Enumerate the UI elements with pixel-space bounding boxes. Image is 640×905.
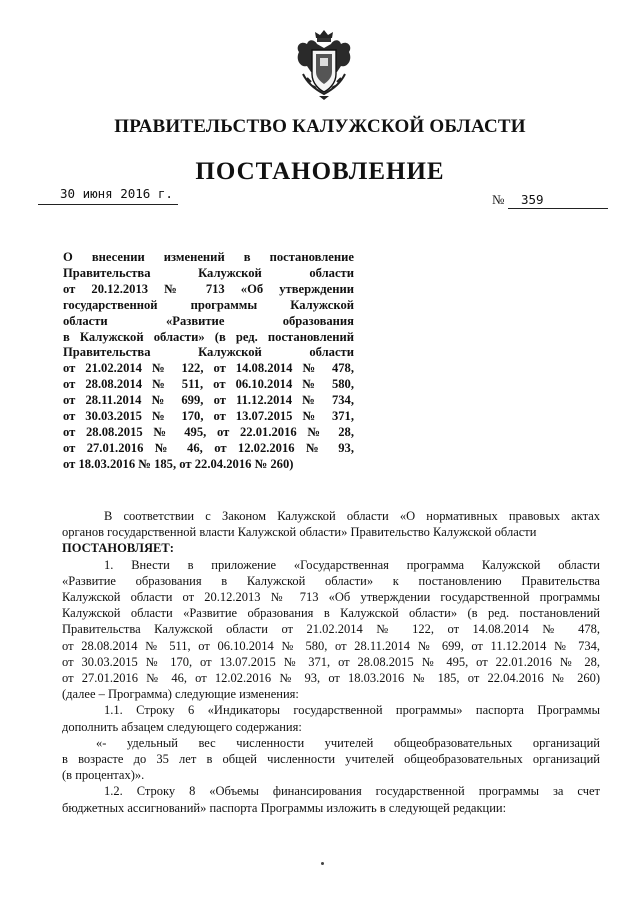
document-body bbox=[62, 508, 600, 816]
document-date: 30 июня 2016 г. bbox=[60, 186, 173, 201]
subject-line: от 27.01.2016 № 46, от 12.02.2016 № 93, bbox=[63, 440, 354, 455]
number-sign: № bbox=[492, 192, 505, 207]
resolves-heading: ПОСТАНОВЛЯЕТ: bbox=[62, 541, 174, 556]
scan-speck bbox=[321, 862, 324, 865]
quote-line: (в процентах)». bbox=[62, 768, 145, 783]
quote-line: в возрасте до 35 лет в общей численности учителей общеобразовательных организаций bbox=[62, 752, 600, 767]
intro-line: В соответствии с Законом Калужской области «О нормативных правовых актах bbox=[104, 509, 600, 523]
subject-line: от 18.03.2016 № 185, от 22.04.2016 № 260) bbox=[63, 456, 294, 471]
paragraph-1-line: от 28.08.2014 № 511, от 06.10.2014 № 580, от 28.11.2014 № 699, от 11.12.2014 № 734, bbox=[62, 638, 600, 653]
subject-line: от 28.08.2014 № 511, от 06.10.2014 № 580, bbox=[63, 377, 354, 392]
date-underline bbox=[38, 204, 178, 205]
paragraph-1-line: от 30.03.2015 № 170, от 13.07.2015 № 371, от 28.08.2015 № 495, от 22.01.2016 № 28, bbox=[62, 654, 600, 669]
paragraph-1-line: Калужской области «Развитие образования в Калужской области» (в ред. постановлений bbox=[62, 606, 600, 621]
number-underline bbox=[508, 208, 608, 209]
paragraph-1-1-line: 1.1. Строку 6 «Индикаторы государственной программы» паспорта Программы bbox=[104, 703, 600, 718]
paragraph-1-line: Калужской области от 20.12.2013 № 713 «Об утверждении государственной программы bbox=[62, 590, 600, 605]
paragraph-1-1-line: дополнить абзацем следующего содержания: bbox=[62, 719, 302, 734]
document-subject bbox=[63, 250, 354, 473]
paragraph-1-line: 1. Внести в приложение «Государственная программа Калужской области bbox=[104, 557, 600, 572]
subject-line: Правительства Калужской области bbox=[63, 265, 354, 280]
paragraph-1-line: «Развитие образования в Калужской области» к постановлению Правительства bbox=[62, 573, 600, 588]
subject-line: государственной программы Калужской bbox=[63, 297, 354, 312]
paragraph-1-line: (далее – Программа) следующие изменения: bbox=[62, 687, 299, 702]
subject-line: от 21.02.2014 № 122, от 14.08.2014 № 478, bbox=[63, 361, 354, 376]
subject-line: области «Развитие образования bbox=[63, 313, 354, 328]
paragraph-1-2-line: бюджетных ассигнований» паспорта Программы изложить в следующей редакции: bbox=[62, 800, 507, 815]
paragraph-1-line: от 27.01.2016 № 46, от 12.02.2016 № 93, от 18.03.2016 № 185, от 22.04.2016 № 260) bbox=[62, 671, 600, 686]
subject-line: от 28.11.2014 № 699, от 11.12.2014 № 734, bbox=[63, 393, 354, 408]
paragraph-1-line: Правительства Калужской области от 21.02.2014 № 122, от 14.08.2014 № 478, bbox=[62, 622, 600, 637]
subject-line: в Калужской области» (в ред. постановлений bbox=[63, 329, 354, 344]
subject-line: от 30.03.2015 № 170, от 13.07.2015 № 371, bbox=[63, 409, 354, 424]
subject-line: Правительства Калужской области bbox=[63, 345, 354, 360]
paragraph-1-2-line: 1.2. Строку 8 «Объемы финансирования государственной программы за счет bbox=[104, 784, 600, 799]
intro-line: органов государственной власти Калужской области» Правительство Калужской области bbox=[62, 525, 537, 540]
subject-line: О внесении изменений в постановление bbox=[63, 250, 354, 264]
document-number: 359 bbox=[521, 192, 544, 207]
subject-line: от 20.12.2013 № 713 «Об утверждении bbox=[63, 281, 354, 296]
government-title: ПРАВИТЕЛЬСТВО КАЛУЖСКОЙ ОБЛАСТИ bbox=[114, 116, 526, 137]
quote-line: «- удельный вес численности учителей общеобразовательных организаций bbox=[96, 735, 600, 750]
subject-line: от 28.08.2015 № 495, от 22.01.2016 № 28, bbox=[63, 424, 354, 439]
document-type: ПОСТАНОВЛЕНИЕ bbox=[195, 158, 445, 185]
coat-of-arms-emblem bbox=[293, 24, 355, 102]
